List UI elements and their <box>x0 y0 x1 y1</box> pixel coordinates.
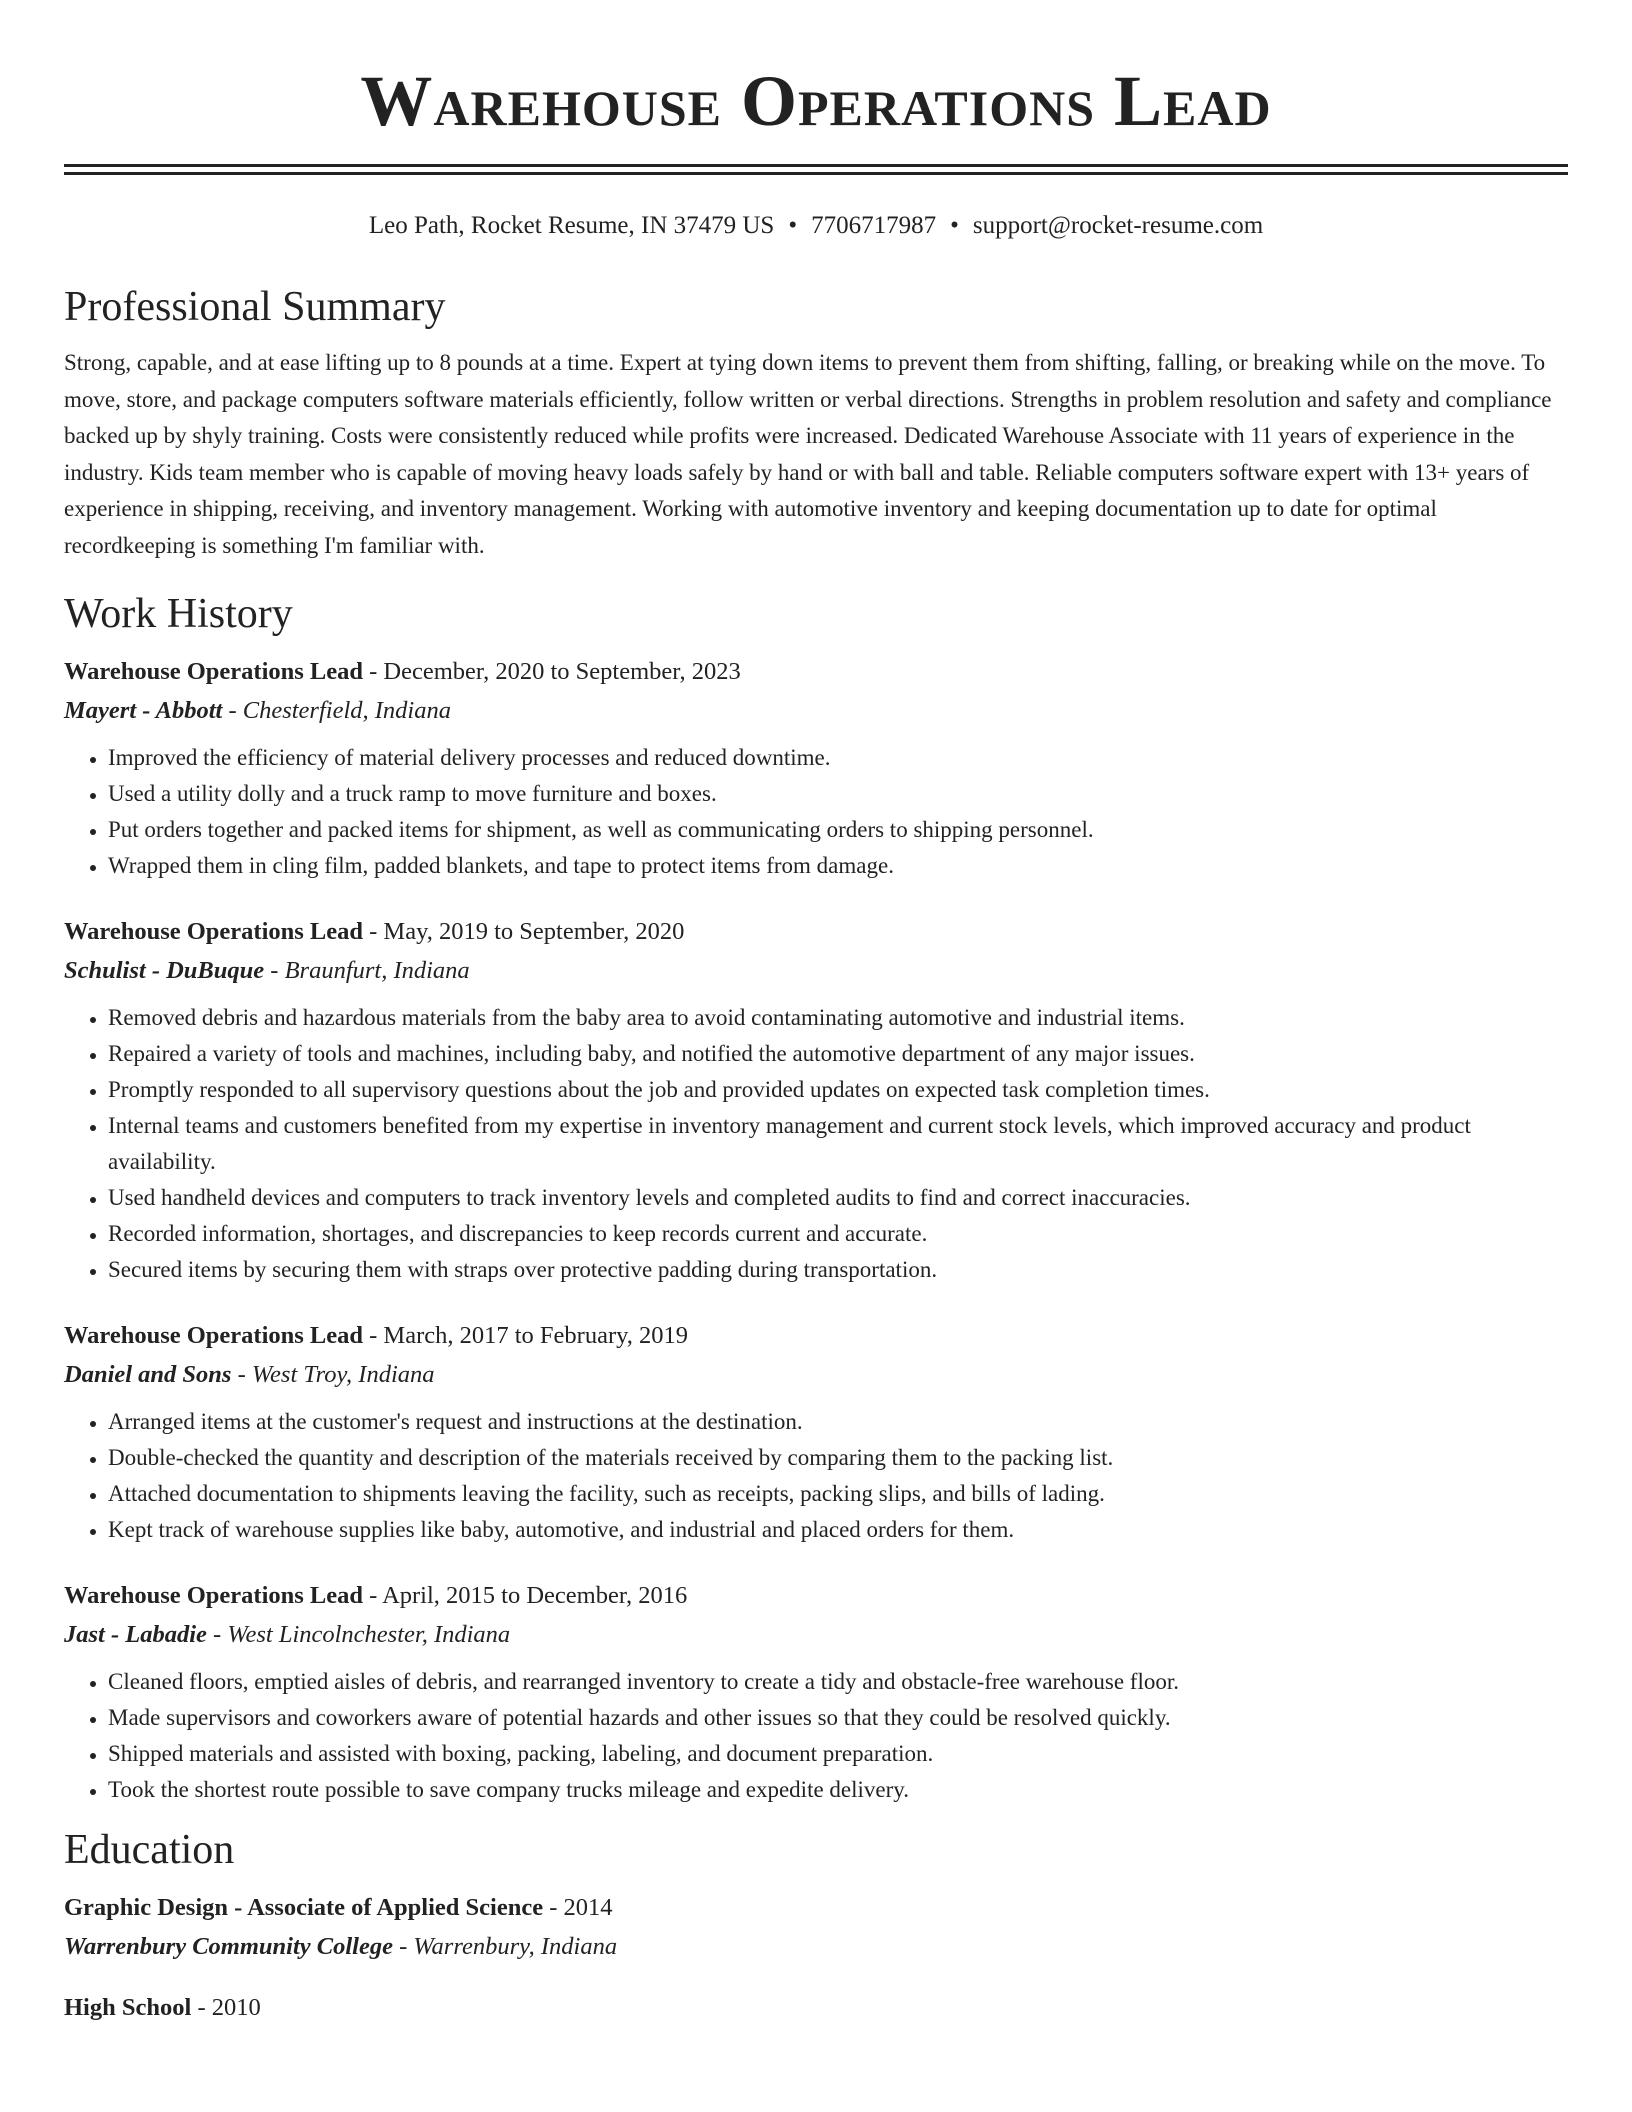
job-company-line <box>64 952 1568 990</box>
job-bullets <box>64 1404 1568 1548</box>
job-company: Jast - Labadie <box>64 1621 207 1648</box>
job-bullet: • Removed debris and hazardous materials from the baby area to avoid contaminating automotive and industrial items. <box>108 1000 1568 1036</box>
contact-email: support@rocket-resume.com <box>972 212 1264 239</box>
job-bullet: • Internal teams and customers benefited from my expertise in inventory management and current stock levels, which improved accuracy and product availability. <box>108 1108 1568 1180</box>
job-location: - Braunfurt, Indiana <box>264 957 470 984</box>
job-dates: - April, 2015 to December, 2016 <box>363 1582 688 1609</box>
job-title-line <box>64 912 1568 952</box>
job-title-line <box>64 1576 1568 1616</box>
job-bullet: • Double-checked the quantity and description of the materials received by comparing them to the packing list. <box>108 1440 1568 1476</box>
job-bullet: • Kept track of warehouse supplies like baby, automotive, and industrial and placed orders for them. <box>108 1512 1568 1548</box>
education-degree: Graphic Design - Associate of Applied Science <box>64 1894 544 1921</box>
job-location: - Chesterfield, Indiana <box>222 697 451 724</box>
contact-phone: 7706717987 <box>811 212 937 239</box>
job-bullet: • Used a utility dolly and a truck ramp to move furniture and boxes. <box>108 776 1568 812</box>
job-entry <box>64 652 1568 884</box>
contact-address: Leo Path, Rocket Resume, IN 37479 US <box>368 212 775 239</box>
summary-text: Strong, capable, and at ease lifting up to 8 pounds at a time. Expert at tying down items to prevent them from shifting, falling, or breaking while on the move. To move, store, and package computers software materials efficiently, follow written or verbal directions. Strengths in problem resolution and safety and compliance backed up by shyly training. Costs were consistently reduced while profits were increased. Dedicated Warehouse Associate with 11 years of experience in the industry. Kids team member who is capable of moving heavy loads safely by hand or with ball and table. Reliable computers software expert with 13+ years of experience in shipping, receiving, and inventory management. Working with automotive inventory and keeping documentation up to date for optimal recordkeeping is something I'm familiar with. <box>64 350 1552 558</box>
education-degree: High School <box>64 1994 192 2021</box>
education-entry <box>64 1888 1568 1966</box>
resume-title: Warehouse Operations Lead <box>360 61 1272 141</box>
job-location: - West Lincolnchester, Indiana <box>206 1621 511 1648</box>
job-title: Warehouse Operations Lead <box>64 1582 364 1609</box>
job-entry <box>64 1576 1568 1808</box>
education-school-line <box>64 1928 1568 1966</box>
education-entry <box>64 1988 1568 2028</box>
job-bullet: • Attached documentation to shipments leaving the facility, such as receipts, packing slips, and bills of lading. <box>108 1476 1568 1512</box>
job-bullet: • Improved the efficiency of material delivery processes and reduced downtime. <box>108 740 1568 776</box>
job-title-line <box>64 652 1568 692</box>
section-heading-summary: Professional Summary <box>64 284 446 330</box>
job-bullet: • Took the shortest route possible to save company trucks mileage and expedite delivery. <box>108 1772 1568 1808</box>
job-company: Mayert - Abbott <box>64 697 223 724</box>
job-bullet: • Repaired a variety of tools and machines, including baby, and notified the automotive department of any major issues. <box>108 1036 1568 1072</box>
job-bullet: • Put orders together and packed items for shipment, as well as communicating orders to shipping personnel. <box>108 812 1568 848</box>
education-year: - 2014 <box>543 1894 613 1921</box>
job-entry <box>64 912 1568 1288</box>
job-title-line <box>64 1316 1568 1356</box>
education-degree-line <box>64 1888 1568 1928</box>
job-bullet: • Wrapped them in cling film, padded blankets, and tape to protect items from damage. <box>108 848 1568 884</box>
job-dates: - December, 2020 to September, 2023 <box>363 658 741 685</box>
resume-page <box>64 0 1568 2028</box>
job-dates: - May, 2019 to September, 2020 <box>363 918 685 945</box>
education-location: - Warrenbury, Indiana <box>392 1933 618 1960</box>
job-dates: - March, 2017 to February, 2019 <box>363 1322 689 1349</box>
job-bullet: • Shipped materials and assisted with boxing, packing, labeling, and document preparation. <box>108 1736 1568 1772</box>
job-company: Daniel and Sons <box>64 1361 232 1388</box>
job-bullet: • Secured items by securing them with straps over protective padding during transportation. <box>108 1252 1568 1288</box>
job-bullet: • Used handheld devices and computers to track inventory levels and completed audits to find and correct inaccuracies. <box>108 1180 1568 1216</box>
job-entry <box>64 1316 1568 1548</box>
job-bullet: • Recorded information, shortages, and discrepancies to keep records current and accurate. <box>108 1216 1568 1252</box>
education-year: - 2010 <box>191 1994 261 2021</box>
job-bullets <box>64 1000 1568 1288</box>
contact-separator: • <box>950 212 959 239</box>
contact-line <box>64 209 1568 243</box>
job-bullet: • Cleaned floors, emptied aisles of debris, and rearranged inventory to create a tidy and obstacle-free warehouse floor. <box>108 1664 1568 1700</box>
section-heading-education: Education <box>64 1827 235 1873</box>
title-divider-bottom <box>64 172 1568 175</box>
job-title: Warehouse Operations Lead <box>64 1322 364 1349</box>
education-degree-line <box>64 1988 1568 2028</box>
job-bullets <box>64 740 1568 884</box>
job-company-line <box>64 1356 1568 1394</box>
job-title: Warehouse Operations Lead <box>64 918 364 945</box>
job-bullet: • Promptly responded to all supervisory questions about the job and provided updates on expected task completion times. <box>108 1072 1568 1108</box>
job-title: Warehouse Operations Lead <box>64 658 364 685</box>
education-school: Warrenbury Community College <box>64 1933 393 1960</box>
job-company-line <box>64 692 1568 730</box>
job-bullet: • Arranged items at the customer's request and instructions at the destination. <box>108 1404 1568 1440</box>
contact-separator: • <box>788 212 798 239</box>
title-divider-top <box>64 164 1568 167</box>
section-heading-work-history: Work History <box>64 591 293 637</box>
job-company: Schulist - DuBuque <box>64 957 265 984</box>
job-company-line <box>64 1616 1568 1654</box>
job-bullet: • Made supervisors and coworkers aware of potential hazards and other issues so that they could be resolved quickly. <box>108 1700 1568 1736</box>
job-location: - West Troy, Indiana <box>231 1361 435 1388</box>
job-bullets <box>64 1664 1568 1808</box>
